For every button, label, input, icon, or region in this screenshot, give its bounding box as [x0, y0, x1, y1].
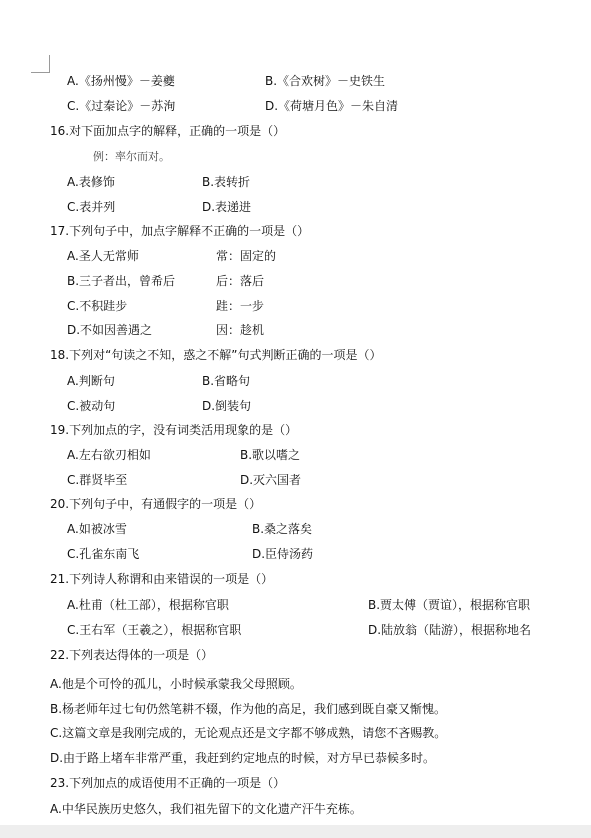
document-line: 16.对下面加点字的解释，正确的一项是（）	[50, 124, 286, 138]
document-line: 23.下列加点的成语使用不正确的一项是（）	[50, 776, 286, 790]
document-line: C.这篇文章是我刚完成的，无论观点还是文字都不够成熟，请您不吝赐教。	[50, 726, 447, 740]
answer-option: B.桑之落矣	[252, 522, 313, 536]
document-line: A.他是个可怜的孤儿，小时候承蒙我父母照顾。	[50, 677, 302, 691]
answer-option: C.群贤毕至	[67, 473, 128, 487]
document-line: D.由于路上堵车非常严重，我赶到约定地点的时候，对方早已恭候多时。	[50, 751, 436, 765]
answer-option: B.《合欢树》－史铁生	[265, 74, 386, 88]
answer-option: A.左右欲刃相如	[67, 448, 151, 462]
answer-option: C.表并列	[67, 200, 116, 214]
answer-option: A.圣人无常师	[67, 249, 139, 263]
document-line: 22.下列表达得体的一项是（）	[50, 648, 214, 662]
answer-option: D.表递进	[202, 200, 252, 214]
document-line: A.中华民族历史悠久，我们祖先留下的文化遗产汗牛充栋。	[50, 802, 362, 816]
answer-option: A.《扬州慢》－姜夔	[67, 74, 175, 88]
document-line: 21.下列诗人称谓和由来错误的一项是（）	[50, 572, 274, 586]
page-corner-mark	[31, 72, 50, 73]
page-corner-mark	[49, 55, 50, 73]
bottom-scroll-area[interactable]	[0, 825, 591, 838]
document-line: 20.下列句子中，有通假字的一项是（）	[50, 497, 262, 511]
answer-option: D.倒装句	[202, 399, 252, 413]
answer-option: 后：落后	[216, 274, 265, 288]
answer-option: D.陆放翁（陆游），根据称地名	[368, 623, 532, 637]
answer-option: C.孔雀东南飞	[67, 547, 140, 561]
answer-option: B.歌以嗜之	[240, 448, 301, 462]
answer-option: 因：趁机	[216, 323, 265, 337]
answer-option: B.省略句	[202, 374, 251, 388]
answer-option: D.《荷塘月色》－朱自清	[265, 99, 399, 113]
answer-option: A.杜甫（杜工部），根据称官职	[67, 598, 229, 612]
answer-option: C.被动句	[67, 399, 116, 413]
answer-option: C.王右军（王羲之），根据称官职	[67, 623, 242, 637]
answer-option: A.判断句	[67, 374, 115, 388]
document-line: 17.下列句子中，加点字解释不正确的一项是（）	[50, 224, 310, 238]
example-text: 例：率尔而对。	[93, 150, 170, 163]
document-line: 19.下列加点的字，没有词类活用现象的是（）	[50, 423, 298, 437]
answer-option: D.不如因善遇之	[67, 323, 153, 337]
answer-option: A.如被冰雪	[67, 522, 127, 536]
answer-option: C.不积跬步	[67, 299, 128, 313]
answer-option: B.表转折	[202, 175, 251, 189]
answer-option: B.贾太傅（贾谊），根据称官职	[368, 598, 531, 612]
answer-option: A.表修饰	[67, 175, 115, 189]
answer-option: D.臣侍汤药	[252, 547, 314, 561]
document-line: B.杨老师年过七旬仍然笔耕不辍，作为他的高足，我们感到既自豪又惭愧。	[50, 702, 447, 716]
answer-option: C.《过秦论》－苏洵	[67, 99, 176, 113]
answer-option: B.三子者出，曾希后	[67, 274, 176, 288]
answer-option: D.灭六国者	[240, 473, 302, 487]
answer-option: 常：固定的	[216, 249, 277, 263]
answer-option: 跬：一步	[216, 299, 265, 313]
document-line: 18.下列对“句读之不知，惑之不解”句式判断正确的一项是（）	[50, 348, 382, 362]
